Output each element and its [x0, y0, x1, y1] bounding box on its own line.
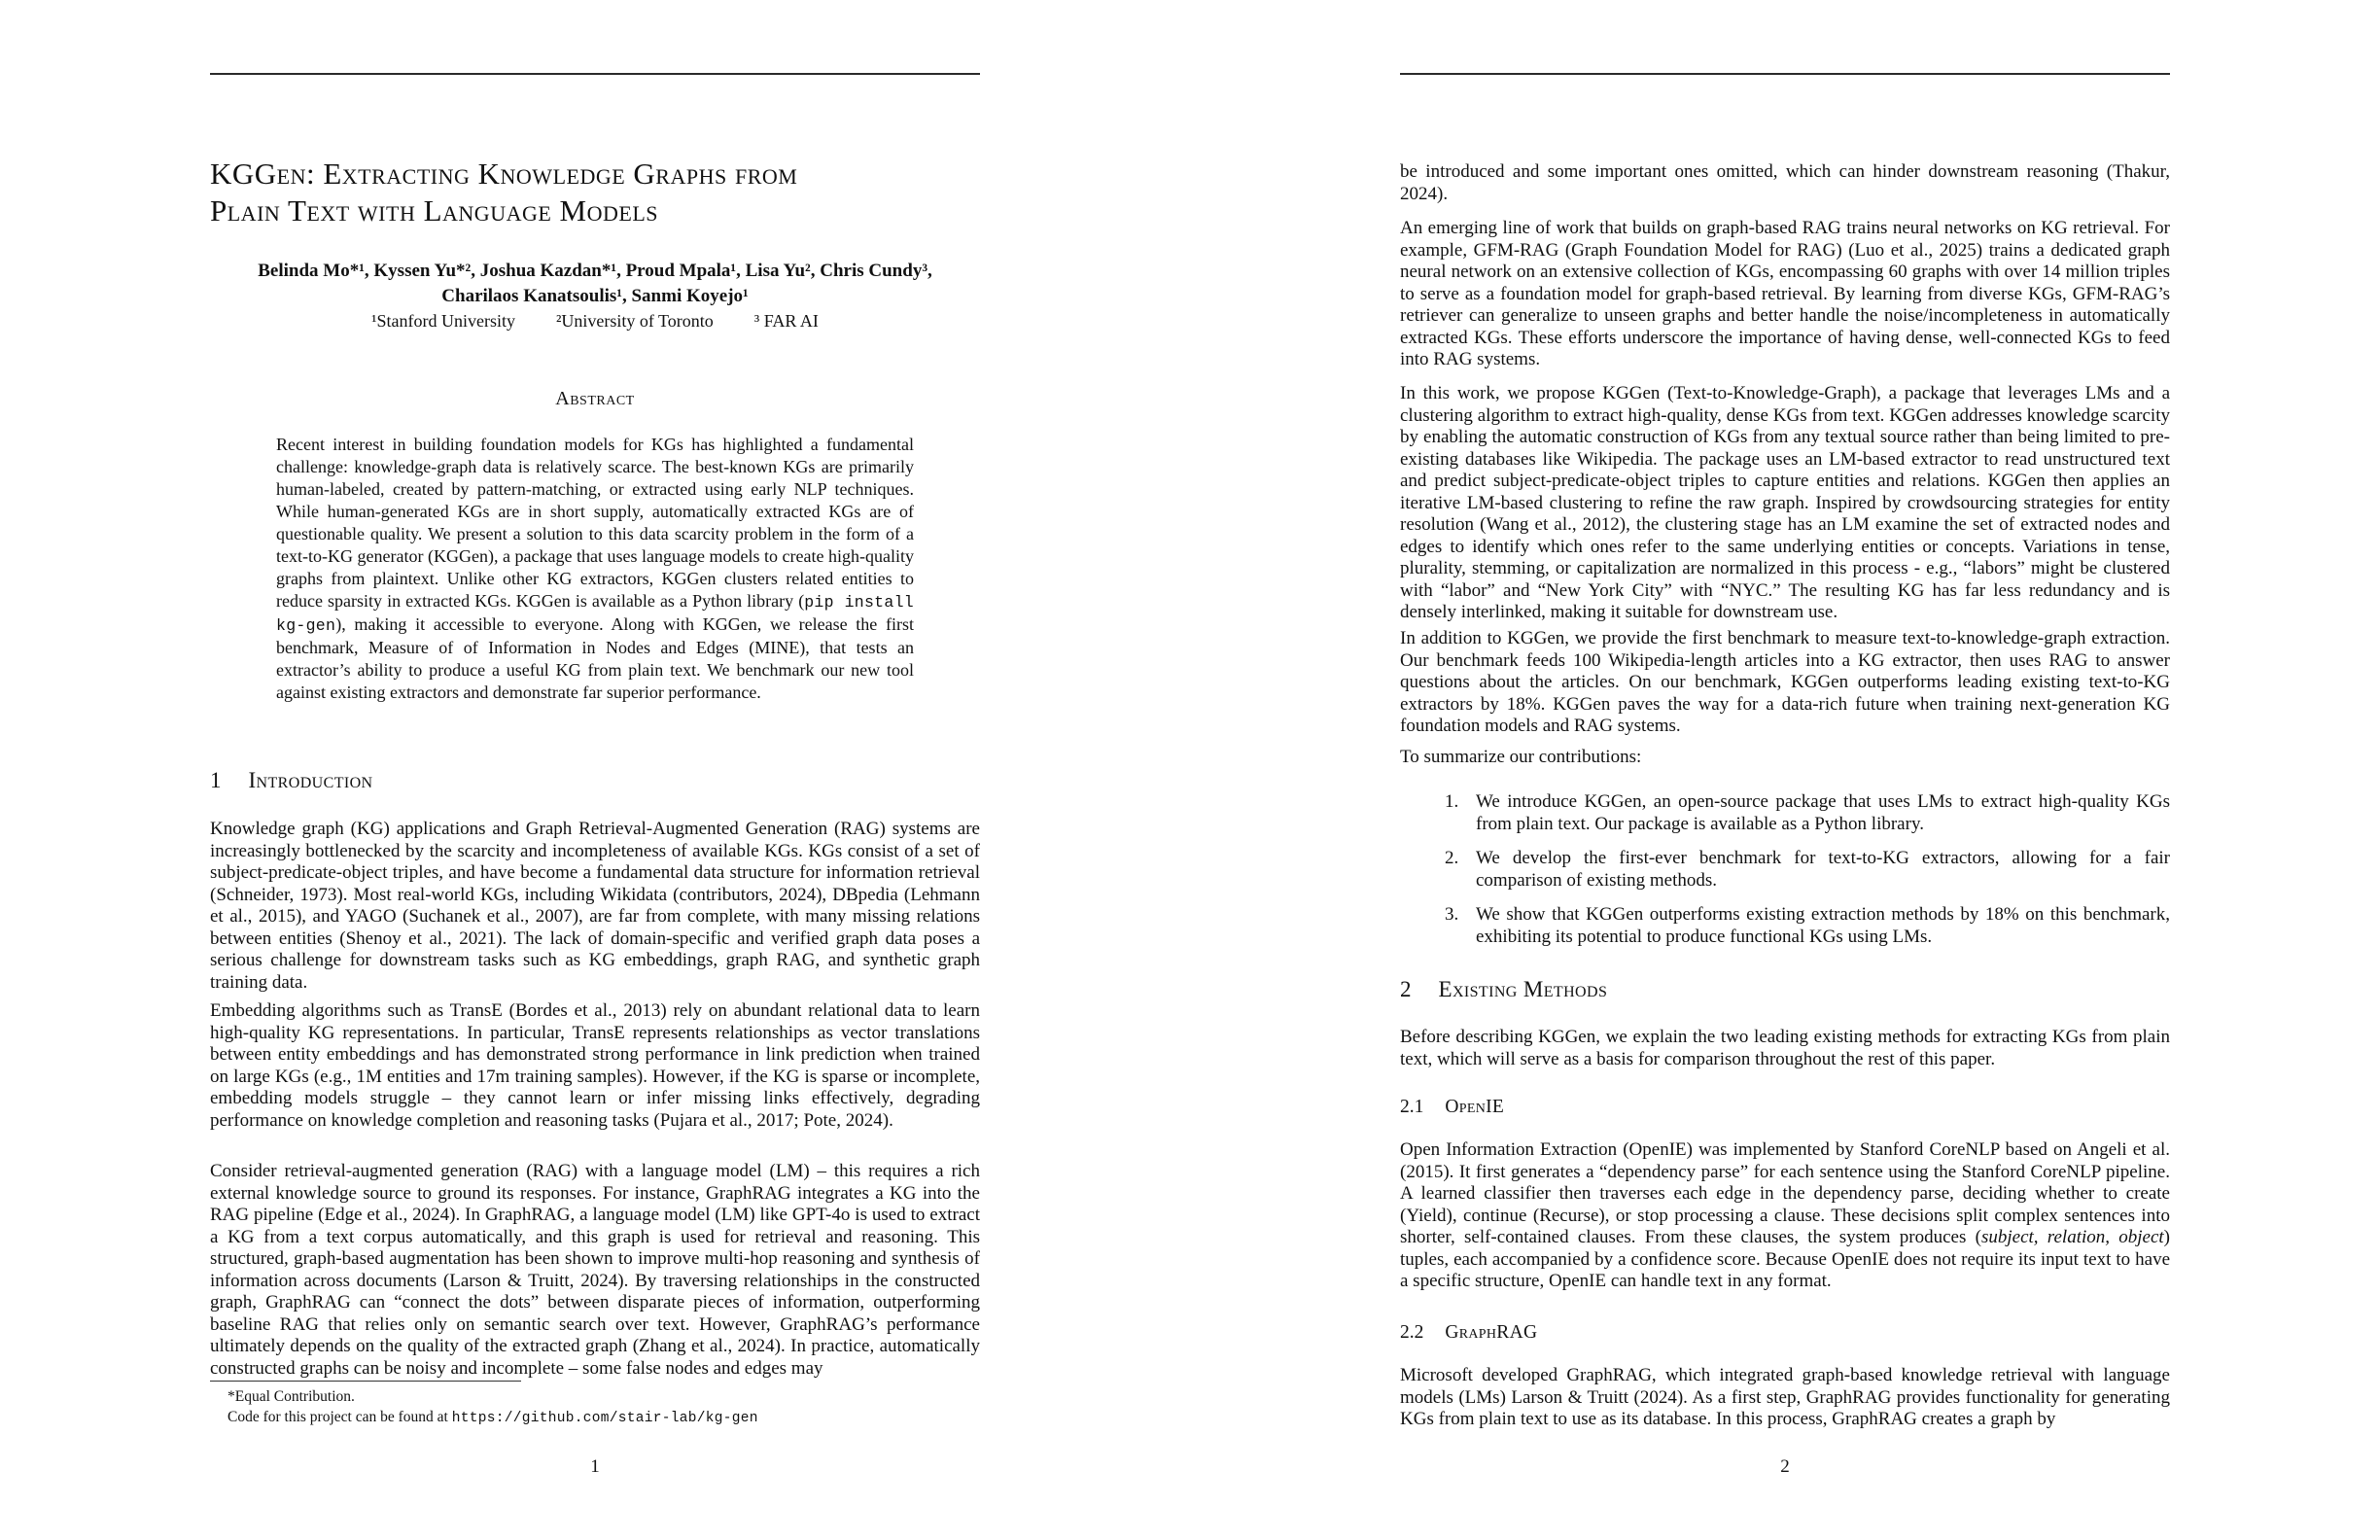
- affiliation-toronto: ²University of Toronto: [556, 311, 714, 331]
- abstract-text-2: ), making it accessible to everyone. Along with KGGen, we release the first benchmark, Measure of of Information in Nodes and Edges (MINE), that tests an extractor’s ability to produce a useful KG from plain text. We benchmark our new tool against existing extractors and demonstrate far superior performance.: [276, 614, 914, 702]
- list-item-3-text: We show that KGGen outperforms existing extraction methods by 18% on this benchmark, exhibiting its potential to produce functional KGs using LMs.: [1476, 904, 2170, 947]
- subsection-2-2-title: GraphRAG: [1445, 1322, 1538, 1343]
- footnote-rule: [210, 1381, 521, 1382]
- subsection-2-1-number: 2.1: [1400, 1097, 1424, 1117]
- paragraph-summarize: To summarize our contributions:: [1400, 747, 1642, 767]
- subsection-2-2-number: 2.2: [1400, 1322, 1424, 1343]
- list-item-1-text: We introduce KGGen, an open-source package that uses LMs to extract high-quality KGs from plain text. Our package is available as a Python library.: [1476, 791, 2170, 834]
- intro-paragraph-2: Embedding algorithms such as TransE (Bordes et al., 2013) rely on abundant relational data to learn high-quality KG representations. In particular, TransE represents relationships as vector translations between entity embeddings and has demonstrated strong performance in link prediction when trained on large KGs (e.g., 1M entities and 17m training samples). However, if the KG is sparse or incomplete, embedding models struggle – they cannot learn or infer missing links effectively, degrading performance on knowledge completion and reasoning tasks (Pujara et al., 2017; Pote, 2024).: [210, 1000, 980, 1131]
- abstract-body: [276, 434, 914, 704]
- section-1-title: Introduction: [248, 768, 373, 792]
- author-line-2: Charilaos Kanatsoulis¹, Sanmi Koyejo¹: [441, 286, 749, 306]
- subsection-2-1-heading: [1400, 1097, 2170, 1118]
- graphrag-paragraph: Microsoft developed GraphRAG, which integrated graph-based knowledge retrieval with language models (LMs) Larson & Truitt (2024). As a first step, GraphRAG provides functionality for generating KGs from plain text to use as its database. In this process, GraphRAG creates a graph by: [1400, 1365, 2170, 1429]
- top-rule-right: [1400, 73, 2170, 75]
- paragraph-continuation: be introduced and some important ones omitted, which can hinder downstream reasoning (Thakur, 2024).: [1400, 161, 2170, 204]
- list-item: [1400, 791, 2170, 835]
- openie-tuple-italic: subject, relation, object: [1980, 1227, 2164, 1247]
- list-item-2-number: 2.: [1445, 848, 1459, 868]
- section-1-number: 1: [210, 768, 222, 792]
- affiliation-stanford: ¹Stanford University: [371, 311, 515, 331]
- openie-text-1: Open Information Extraction (OpenIE) was implemented by Stanford CoreNLP based on Angeli et al. (2015). It first generates a “dependency parse” for each sentence using the Stanford CoreNLP pipeline. A learned classifier then traverses each edge in the dependency parse, deciding whether to create (Yield), continue (Recurse), or stop processing a clause. These decisions split complex sentences into shorter, self-contained clauses. From these clauses, the system produces (: [1400, 1139, 2170, 1247]
- footnote-equal-contribution: *Equal Contribution.: [228, 1388, 355, 1405]
- page-2: [1190, 0, 2380, 1540]
- section-2-title: Existing Methods: [1438, 977, 1608, 1001]
- abstract-heading: Abstract: [555, 388, 635, 409]
- section-2-intro: Before describing KGGen, we explain the two leading existing methods for extracting KGs from plain text, which will serve as a basis for comparison throughout the rest of this paper.: [1400, 1027, 2170, 1069]
- list-item-1-number: 1.: [1445, 791, 1459, 812]
- abstract-text-1: Recent interest in building foundation models for KGs has highlighted a fundamental challenge: knowledge-graph data is relatively scarce. The best-known KGs are primarily human-labeled, created by pattern-matching, or extracted using early NLP techniques. While human-generated KGs are in short supply, automatically extracted KGs are of questionable quality. We present a solution to this data scarcity problem in the form of a text-to-KG generator (KGGen), a package that uses language models to create high-quality graphs from plaintext. Unlike other KG extractors, KGGen clusters related entities to reduce sparsity in extracted KGs. KGGen is available as a Python library (: [276, 435, 914, 611]
- paragraph-kggen-proposal: In this work, we propose KGGen (Text-to-Knowledge-Graph), a package that leverages LMs and a clustering algorithm to extract high-quality, dense KGs from text. KGGen addresses knowledge scarcity by enabling the automatic construction of KGs from any textual source rather than being limited to pre-existing databases like Wikipedia. The package uses an LM-based extractor to read unstructured text and predict subject-predicate-object triples to capture entities and relations. KGGen then applies an iterative LM-based clustering to refine the raw graph. Inspired by crowdsourcing strategies for entity resolution (Wang et al., 2012), the clustering stage has an LM examine the set of extracted nodes and edges to identify which ones refer to the same underlying entities or concepts. Variations in tense, plurality, stemming, or capitalization are normalized in this process - e.g., “labors” might be clustered with “labor” and “New York City” with “NYC.” The resulting KG has far less redundancy and is densely interlinked, making it suitable for downstream use.: [1400, 383, 2170, 622]
- paragraph-benchmark: In addition to KGGen, we provide the first benchmark to measure text-to-knowledge-graph extraction. Our benchmark feeds 100 Wikipedia-length articles into a KG extractor, then uses RAG to answer questions about the articles. On our benchmark, KGGen outperforms leading existing text-to-KG extractors by 18%. KGGen paves the way for a data-rich future when training next-generation KG foundation models and RAG systems.: [1400, 628, 2170, 736]
- section-2-heading: [1400, 977, 2170, 1002]
- affiliations: [210, 311, 980, 332]
- section-2-number: 2: [1400, 977, 1412, 1001]
- footnote-code-prefix: Code for this project can be found at: [228, 1409, 452, 1425]
- contributions-list: [1400, 791, 2170, 961]
- paper-title: [210, 156, 980, 229]
- openie-paragraph: [1400, 1139, 2170, 1293]
- paragraph-gfm-rag: An emerging line of work that builds on graph-based RAG trains neural networks on KG retrieval. For example, GFM-RAG (Graph Foundation Model for RAG) (Luo et al., 2025) trains a dedicated graph neural network on an extensive collection of KGs, encompassing 60 graphs with over 14 million triples to serve as a foundation model for graph-based retrieval. By learning from diverse KGs, GFM-RAG’s retriever can generalize to unseen graphs and better handle the noise/incompleteness in automatically extracted KGs. These efforts underscore the importance of having dense, well-connected KGs to feed into RAG systems.: [1400, 218, 2170, 369]
- list-item: [1400, 848, 2170, 892]
- subsection-2-2-heading: [1400, 1322, 2170, 1344]
- page-number-1: 1: [590, 1456, 600, 1477]
- intro-paragraph-1: Knowledge graph (KG) applications and Graph Retrieval-Augmented Generation (RAG) systems are increasingly bottlenecked by the scarcity and incompleteness of available KGs. KGs consist of a set of subject-predicate-object triples, and have become a fundamental data structure for information retrieval (Schneider, 1973). Most real-world KGs, including Wikidata (contributors, 2024), DBpedia (Lehmann et al., 2015), and YAGO (Suchanek et al., 2007), are far from complete, with many missing relations between entities (Shenoy et al., 2021). The lack of domain-specific and verified graph data poses a serious challenge for downstream tasks such as KG embeddings, graph RAG, and synthetic graph training data.: [210, 819, 980, 993]
- section-1-heading: [210, 768, 980, 793]
- pip-install-code: pip install kg-gen: [276, 593, 914, 635]
- openie-text-2: ) tuples, each accompanied by a confidence score. Because OpenIE does not require its input text to have a specific structure, OpenIE can handle text in any format.: [1400, 1227, 2170, 1291]
- footnote-code-line: [228, 1407, 980, 1429]
- intro-paragraph-3: Consider retrieval-augmented generation (RAG) with a language model (LM) – this requires a rich external knowledge source to ground its responses. For instance, GraphRAG integrates a KG into the RAG pipeline (Edge et al., 2024). In GraphRAG, a language model (LM) like GPT-4o is used to extract a KG from a text corpus automatically, and this graph is used for retrieval and reasoning. This structured, graph-based augmentation has been shown to improve multi-hop reasoning and synthesis of information across documents (Larson & Truitt, 2024). By traversing relationships in the constructed graph, GraphRAG can “connect the dots” between disparate pieces of information, outperforming baseline RAG that relies only on semantic search over text. However, GraphRAG’s performance ultimately depends on the quality of the extracted graph (Zhang et al., 2024). In practice, automatically constructed graphs can be noisy and incomplete – some false nodes and edges may: [210, 1161, 980, 1379]
- author-line-1: Belinda Mo*¹, Kyssen Yu*², Joshua Kazdan*¹, Proud Mpala¹, Lisa Yu², Chris Cundy³,: [258, 261, 932, 281]
- subsection-2-1-title: OpenIE: [1445, 1097, 1505, 1117]
- paper-title-line2: Plain Text with Language Models: [210, 193, 658, 228]
- footnote: [228, 1386, 980, 1429]
- list-item: [1400, 904, 2170, 948]
- list-item-3-number: 3.: [1445, 904, 1459, 925]
- affiliation-far-ai: ³ FAR AI: [753, 311, 819, 331]
- github-url-link[interactable]: https://github.com/stair-lab/kg-gen: [451, 1411, 758, 1426]
- top-rule-left: [210, 73, 980, 75]
- page-number-2: 2: [1780, 1456, 1790, 1477]
- paper-title-line1: KGGen: Extracting Knowledge Graphs from: [210, 157, 798, 191]
- list-item-2-text: We develop the first-ever benchmark for text-to-KG extractors, allowing for a fair comparison of existing methods.: [1476, 848, 2170, 891]
